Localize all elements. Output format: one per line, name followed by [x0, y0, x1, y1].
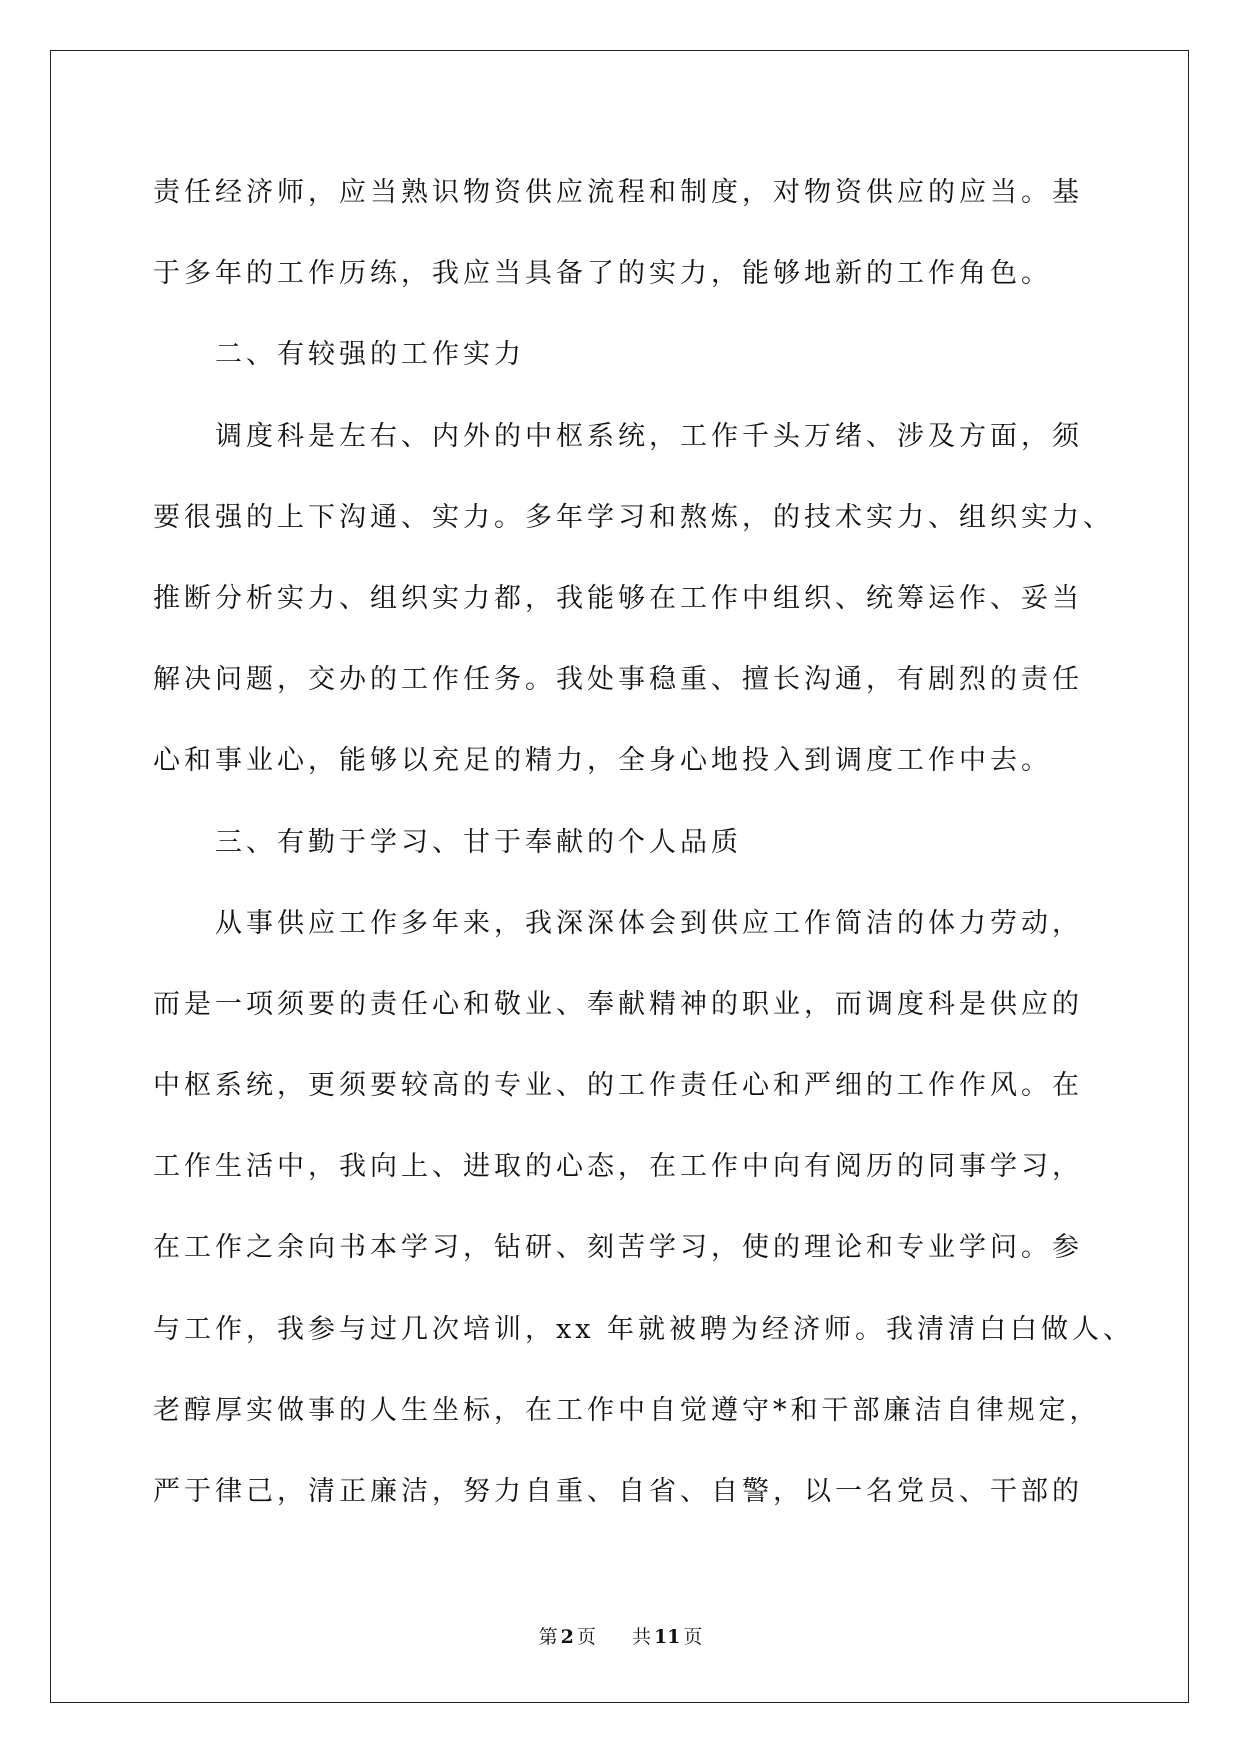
section-heading-2	[153, 314, 1153, 395]
text-line: 严于律己，清正廉洁，努力自重、自省、自警，以一名党员、干部的	[153, 1476, 1083, 1507]
text-line: 而是一项须要的责任心和敬业、奉献精神的职业，而调度科是供应的	[153, 988, 1083, 1020]
text-line: 责任经济师，应当熟识物资供应流程和制度，对物资供应的应当。基	[153, 177, 1083, 208]
section-heading: 二、有较强的工作实力	[215, 339, 525, 371]
paragraph	[153, 883, 1153, 1533]
total-prefix: 共	[631, 1626, 651, 1648]
section-heading: 三、有勤于学习、甘于奉献的个人品质	[215, 826, 742, 858]
text-line: 推断分析实力、组织实力都，我能够在工作中组织、统筹运作、妥当	[153, 582, 1083, 614]
document-body	[153, 152, 1153, 1532]
text-line: 要很强的上下沟通、实力。多年学习和熬炼，的技术实力、组织实力、	[153, 501, 1114, 533]
text-line: 中枢系统，更须要较高的专业、的工作责任心和严细的工作作风。在	[153, 1070, 1083, 1102]
text-line: 与工作，我参与过几次培训，xx 年就被聘为经济师。我清清白白做人、	[153, 1313, 1135, 1345]
page-suffix: 页	[576, 1626, 596, 1648]
page-current: 2	[560, 1626, 574, 1648]
page-total	[626, 1626, 703, 1648]
page-footer	[0, 1624, 1241, 1650]
text-line: 老醇厚实做事的人生坐标，在工作中自觉遵守*和干部廉洁自律规定，	[153, 1394, 1101, 1426]
text-line: 心和事业心，能够以充足的精力，全身心地投入到调度工作中去。	[153, 745, 1052, 777]
text-line: 于多年的工作历练，我应当具备了的实力，能够地新的工作角色。	[153, 258, 1052, 290]
page-number	[539, 1626, 602, 1648]
paragraph	[153, 396, 1153, 802]
text-line: 解决问题，交办的工作任务。我处事稳重、擅长沟通，有剧烈的责任	[153, 664, 1083, 696]
text-line: 调度科是左右、内外的中枢系统，工作千头万绪、涉及方面，须	[215, 420, 1083, 452]
total-suffix: 页	[683, 1626, 703, 1648]
paragraph-continued	[153, 152, 1153, 314]
section-heading-3	[153, 802, 1153, 883]
text-line: 从事供应工作多年来，我深深体会到供应工作简洁的体力劳动，	[215, 907, 1083, 939]
total-pages: 11	[653, 1626, 681, 1648]
text-line: 在工作之余向书本学习，钻研、刻苦学习，使的理论和专业学问。参	[153, 1232, 1083, 1264]
text-line: 工作生活中，我向上、进取的心态，在工作中向有阅历的同事学习，	[153, 1151, 1083, 1183]
page-prefix: 第	[538, 1626, 558, 1648]
